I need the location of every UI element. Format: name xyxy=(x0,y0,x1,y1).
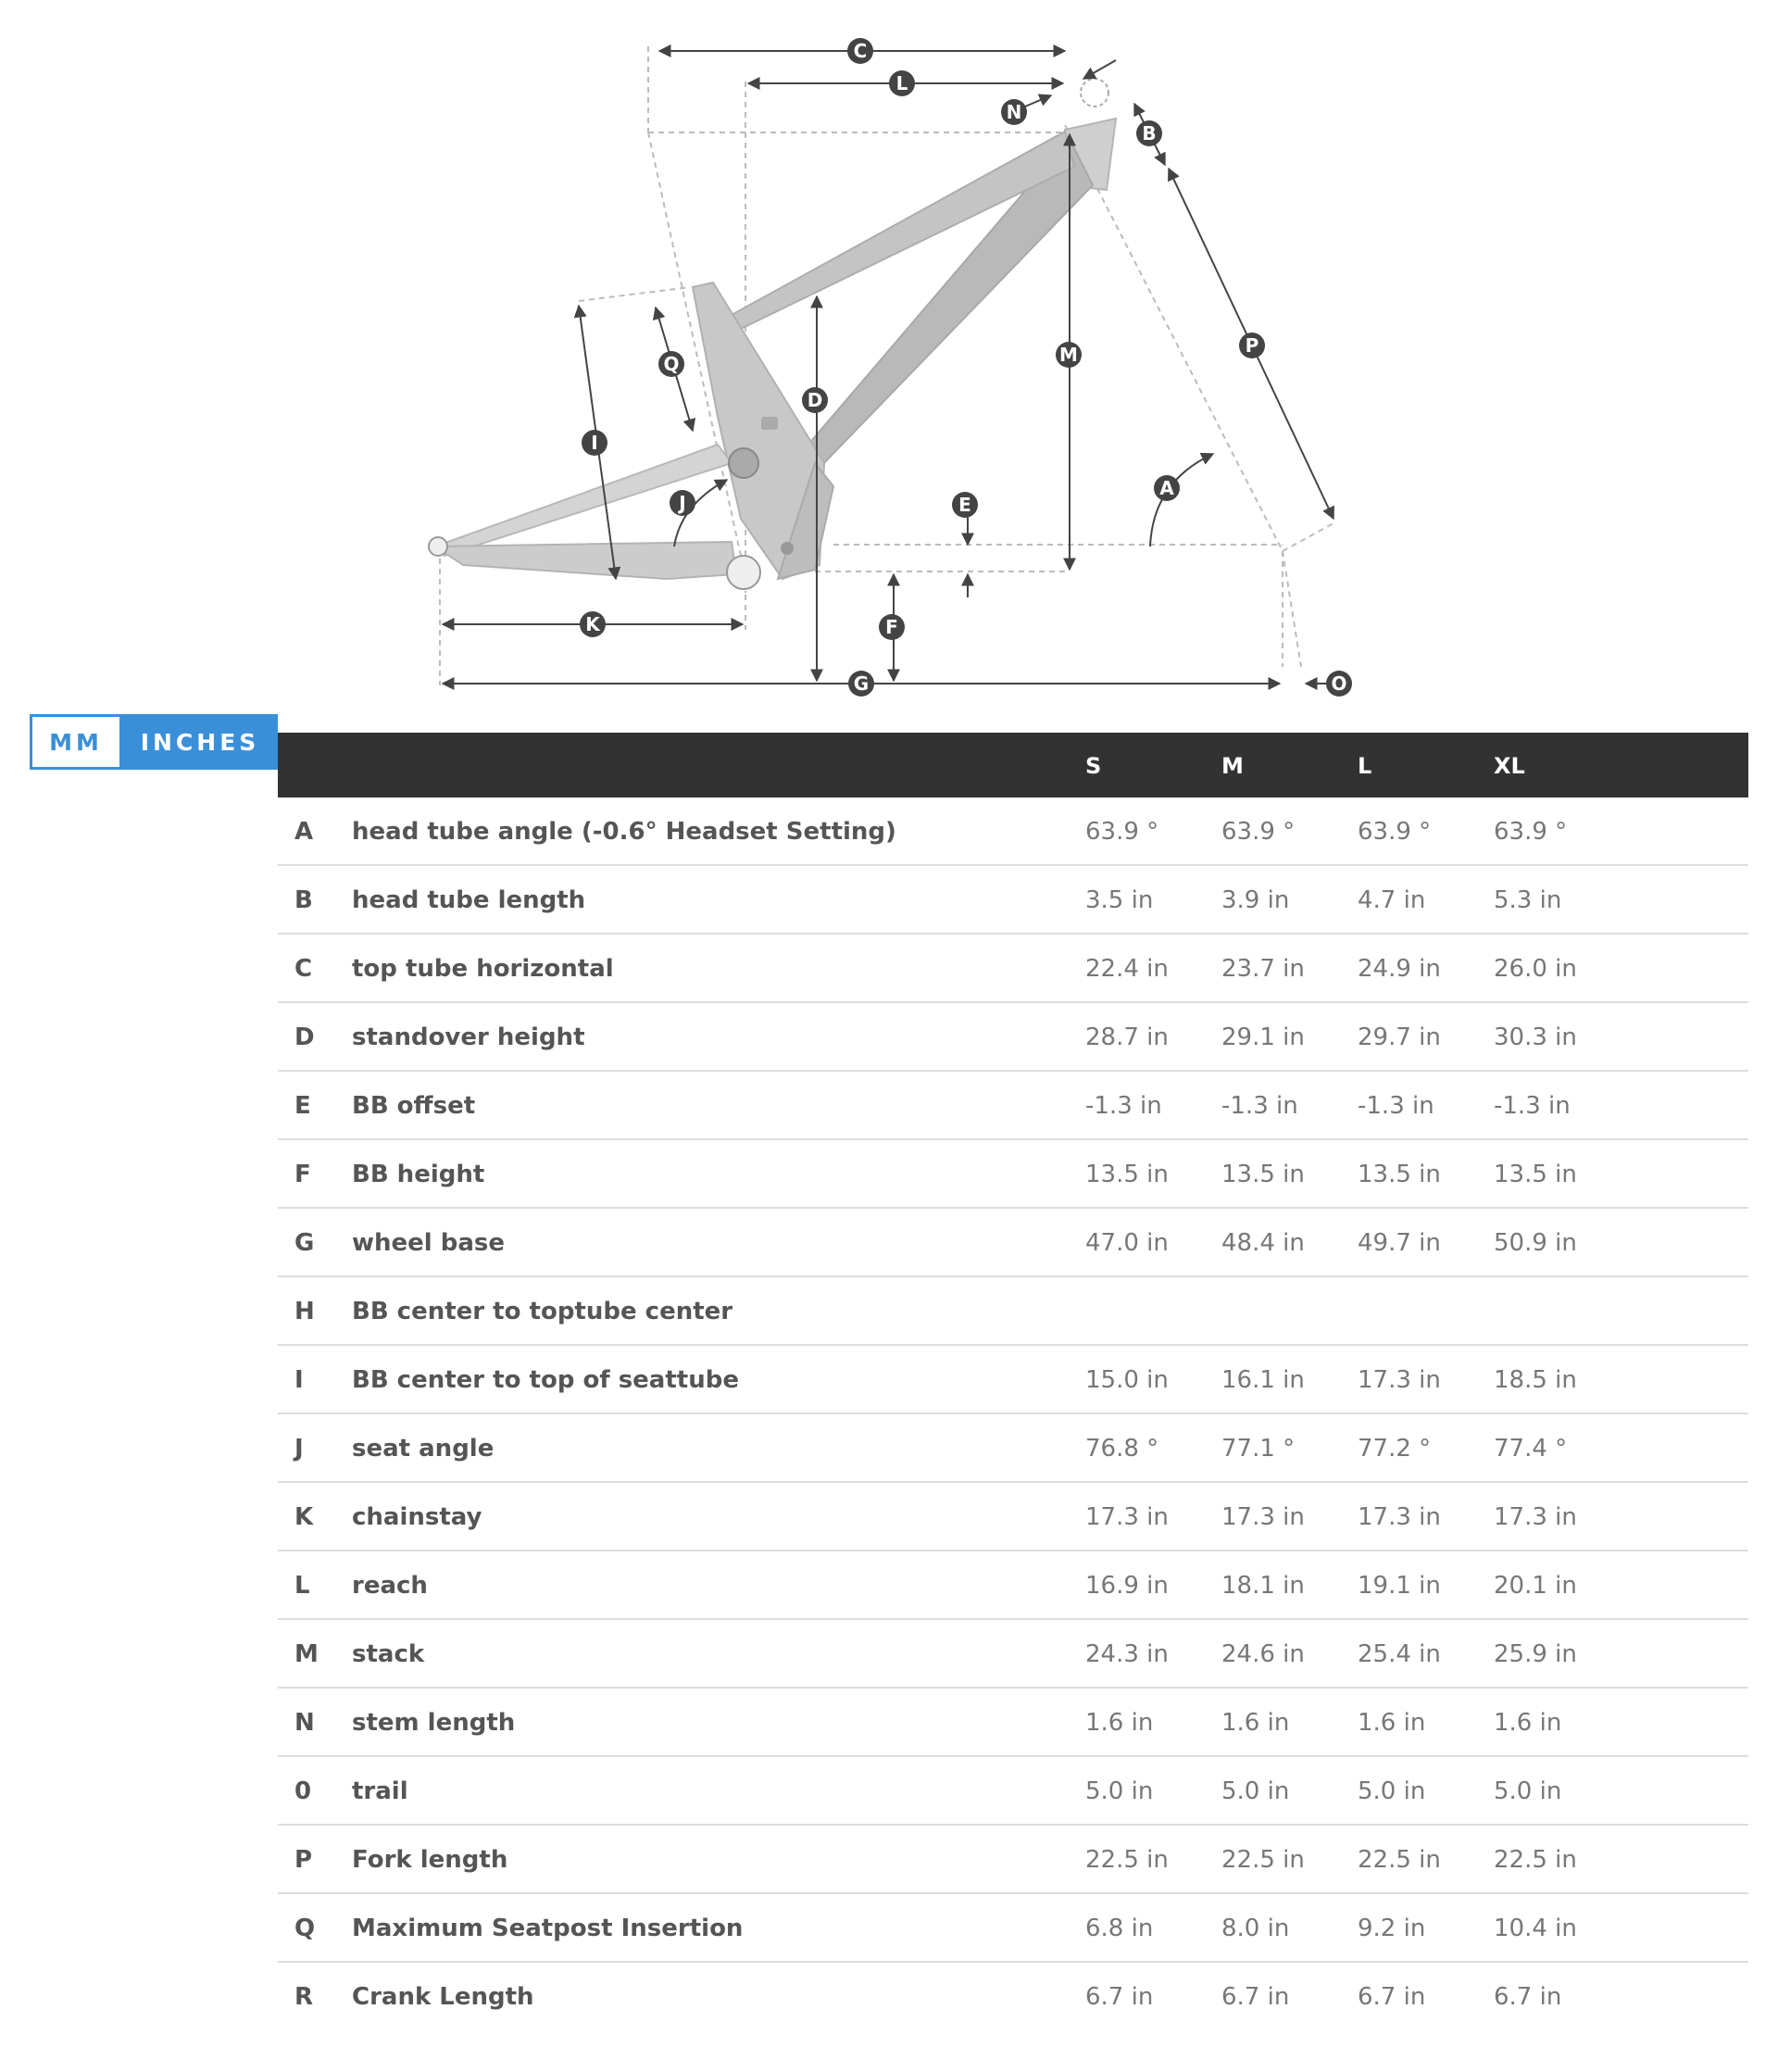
unit-toggle xyxy=(30,714,278,770)
row-label: reach xyxy=(352,1572,428,1600)
row-letter: B xyxy=(294,886,313,914)
value-s: 13.5 in xyxy=(1085,1161,1169,1188)
value-xl: 50.9 in xyxy=(1494,1229,1577,1257)
marker-G xyxy=(848,671,874,697)
value-xl: 77.4 ° xyxy=(1494,1435,1568,1463)
row-letter: R xyxy=(294,1983,314,2011)
marker-M xyxy=(1056,342,1082,368)
svg-text:O: O xyxy=(1331,672,1347,695)
value-l: 19.1 in xyxy=(1358,1572,1441,1600)
value-xl: 26.0 in xyxy=(1494,955,1577,983)
marker-A xyxy=(1154,475,1180,501)
value-s: 3.5 in xyxy=(1085,886,1154,914)
value-s: 17.3 in xyxy=(1085,1503,1169,1531)
table-row xyxy=(278,1413,1748,1481)
value-l: 17.3 in xyxy=(1358,1366,1441,1394)
value-s: 47.0 in xyxy=(1085,1229,1169,1257)
header-size-l: L xyxy=(1358,753,1372,779)
header-size-s: S xyxy=(1085,753,1102,779)
inches-unit-button[interactable]: INCHES xyxy=(122,714,278,770)
value-l: 77.2 ° xyxy=(1358,1435,1432,1463)
row-label: trail xyxy=(352,1777,408,1805)
table-row xyxy=(278,933,1748,1001)
value-s: -1.3 in xyxy=(1085,1092,1162,1120)
value-l: 49.7 in xyxy=(1358,1229,1441,1257)
value-l: 25.4 in xyxy=(1358,1640,1441,1668)
svg-text:Q: Q xyxy=(663,353,680,375)
value-m: 29.1 in xyxy=(1221,1023,1305,1051)
svg-text:K: K xyxy=(585,613,600,635)
value-m: 16.1 in xyxy=(1221,1366,1305,1394)
value-m: 48.4 in xyxy=(1221,1229,1305,1257)
value-s: 6.7 in xyxy=(1085,1983,1154,2011)
svg-text:M: M xyxy=(1059,344,1078,366)
value-xl: 30.3 in xyxy=(1494,1023,1577,1051)
table-row xyxy=(278,1070,1748,1138)
value-s: 63.9 ° xyxy=(1085,818,1159,846)
svg-text:B: B xyxy=(1142,122,1157,144)
value-m: 13.5 in xyxy=(1221,1161,1305,1188)
value-xl: 13.5 in xyxy=(1494,1161,1577,1188)
row-letter: 0 xyxy=(294,1777,312,1805)
marker-D xyxy=(802,387,828,413)
row-letter: M xyxy=(294,1640,319,1668)
table-row xyxy=(278,1892,1748,1961)
svg-text:D: D xyxy=(807,389,823,411)
svg-text:A: A xyxy=(1159,477,1174,499)
svg-text:L: L xyxy=(895,72,908,94)
table-row xyxy=(278,1961,1748,2029)
value-xl: 22.5 in xyxy=(1494,1846,1577,1874)
value-l: 63.9 ° xyxy=(1358,818,1432,846)
table-row xyxy=(278,1550,1748,1618)
row-label: stem length xyxy=(352,1709,516,1737)
svg-text:C: C xyxy=(853,40,868,62)
value-l: 1.6 in xyxy=(1358,1709,1426,1737)
value-xl: 5.0 in xyxy=(1494,1777,1562,1805)
row-letter: D xyxy=(294,1023,315,1051)
marker-I xyxy=(582,430,607,456)
marker-K xyxy=(580,611,606,637)
svg-text:F: F xyxy=(885,616,898,638)
value-m: 23.7 in xyxy=(1221,955,1305,983)
value-l: -1.3 in xyxy=(1358,1092,1434,1120)
row-letter: Q xyxy=(294,1915,316,1942)
row-letter: E xyxy=(294,1092,311,1120)
table-row xyxy=(278,1001,1748,1070)
value-l: 5.0 in xyxy=(1358,1777,1426,1805)
value-m: 8.0 in xyxy=(1221,1915,1290,1942)
value-xl: 5.3 in xyxy=(1494,886,1562,914)
value-m: 63.9 ° xyxy=(1221,818,1296,846)
value-m: 24.6 in xyxy=(1221,1640,1305,1668)
marker-J xyxy=(670,490,695,516)
row-letter: A xyxy=(294,818,314,846)
marker-L xyxy=(889,70,915,96)
table-row xyxy=(278,1344,1748,1413)
row-letter: C xyxy=(294,955,313,983)
row-letter: P xyxy=(294,1846,313,1874)
value-s: 5.0 in xyxy=(1085,1777,1154,1805)
table-row xyxy=(278,1755,1748,1824)
marker-Q xyxy=(658,351,684,377)
svg-text:J: J xyxy=(679,492,686,514)
value-xl: 25.9 in xyxy=(1494,1640,1577,1668)
value-xl: 20.1 in xyxy=(1494,1572,1577,1600)
bike-frame xyxy=(429,79,1116,589)
value-m: 77.1 ° xyxy=(1221,1435,1296,1463)
svg-text:G: G xyxy=(853,672,870,695)
row-letter: H xyxy=(294,1298,315,1325)
row-letter: N xyxy=(294,1709,315,1737)
value-l: 6.7 in xyxy=(1358,1983,1426,2011)
row-label: BB height xyxy=(352,1161,485,1188)
value-s: 28.7 in xyxy=(1085,1023,1169,1051)
svg-text:N: N xyxy=(1006,101,1022,123)
marker-E xyxy=(952,492,978,518)
row-letter: K xyxy=(294,1503,314,1531)
table-row xyxy=(278,797,1748,864)
value-l: 22.5 in xyxy=(1358,1846,1441,1874)
value-xl: 6.7 in xyxy=(1494,1983,1562,2011)
value-s: 24.3 in xyxy=(1085,1640,1169,1668)
svg-text:I: I xyxy=(591,432,598,454)
row-label: wheel base xyxy=(352,1229,506,1257)
table-header xyxy=(278,733,1748,797)
mm-unit-button[interactable]: MM xyxy=(30,714,122,770)
svg-text:E: E xyxy=(958,494,971,516)
geometry-diagram xyxy=(407,19,1408,704)
value-xl: 63.9 ° xyxy=(1494,818,1568,846)
row-label: BB center to top of seattube xyxy=(352,1366,739,1394)
value-s: 22.5 in xyxy=(1085,1846,1169,1874)
row-label: seat angle xyxy=(352,1435,495,1463)
value-l: 4.7 in xyxy=(1358,886,1426,914)
value-xl: 18.5 in xyxy=(1494,1366,1577,1394)
value-s: 15.0 in xyxy=(1085,1366,1169,1394)
value-l: 17.3 in xyxy=(1358,1503,1441,1531)
row-letter: L xyxy=(294,1572,310,1600)
value-m: 18.1 in xyxy=(1221,1572,1305,1600)
value-s: 16.9 in xyxy=(1085,1572,1169,1600)
row-label: head tube angle (-0.6° Headset Setting) xyxy=(352,818,896,846)
row-label: BB center to toptube center xyxy=(352,1298,733,1325)
row-label: head tube length xyxy=(352,886,586,914)
value-m: 22.5 in xyxy=(1221,1846,1305,1874)
row-letter: J xyxy=(294,1435,304,1463)
row-label: Crank Length xyxy=(352,1983,534,2011)
value-m: 1.6 in xyxy=(1221,1709,1290,1737)
value-l: 13.5 in xyxy=(1358,1161,1441,1188)
value-m: -1.3 in xyxy=(1221,1092,1298,1120)
row-label: chainstay xyxy=(352,1503,482,1531)
marker-O xyxy=(1326,671,1352,697)
row-label: standover height xyxy=(352,1023,585,1051)
row-letter: F xyxy=(294,1161,311,1188)
table-row xyxy=(278,1687,1748,1755)
value-xl: 1.6 in xyxy=(1494,1709,1562,1737)
table-row xyxy=(278,1207,1748,1275)
table-row xyxy=(278,1824,1748,1892)
value-m: 3.9 in xyxy=(1221,886,1290,914)
row-label: Maximum Seatpost Insertion xyxy=(352,1915,744,1942)
value-l: 29.7 in xyxy=(1358,1023,1441,1051)
value-xl: 17.3 in xyxy=(1494,1503,1577,1531)
row-label: Fork length xyxy=(352,1846,508,1874)
row-label: stack xyxy=(352,1640,425,1668)
value-m: 6.7 in xyxy=(1221,1983,1290,2011)
value-s: 76.8 ° xyxy=(1085,1435,1159,1463)
row-label: top tube horizontal xyxy=(352,955,614,983)
geometry-table xyxy=(278,733,1748,2029)
marker-C xyxy=(847,38,873,64)
row-label: BB offset xyxy=(352,1092,476,1120)
table-row xyxy=(278,1481,1748,1550)
row-letter: G xyxy=(294,1229,315,1257)
value-xl: 10.4 in xyxy=(1494,1915,1577,1942)
header-size-xl: XL xyxy=(1494,753,1525,779)
marker-P xyxy=(1239,333,1265,358)
marker-F xyxy=(879,614,905,640)
marker-B xyxy=(1136,120,1162,146)
value-m: 17.3 in xyxy=(1221,1503,1305,1531)
value-l: 9.2 in xyxy=(1358,1915,1426,1942)
table-row xyxy=(278,1618,1748,1687)
value-m: 5.0 in xyxy=(1221,1777,1290,1805)
header-size-m: M xyxy=(1221,753,1244,779)
value-l: 24.9 in xyxy=(1358,955,1441,983)
marker-N xyxy=(1001,99,1027,125)
value-xl: -1.3 in xyxy=(1494,1092,1571,1120)
row-letter: I xyxy=(294,1366,304,1394)
value-s: 6.8 in xyxy=(1085,1915,1154,1942)
table-body xyxy=(278,797,1748,2029)
table-row xyxy=(278,1275,1748,1344)
value-s: 1.6 in xyxy=(1085,1709,1154,1737)
table-row xyxy=(278,1138,1748,1207)
table-row xyxy=(278,864,1748,933)
value-s: 22.4 in xyxy=(1085,955,1169,983)
svg-text:P: P xyxy=(1245,334,1259,357)
